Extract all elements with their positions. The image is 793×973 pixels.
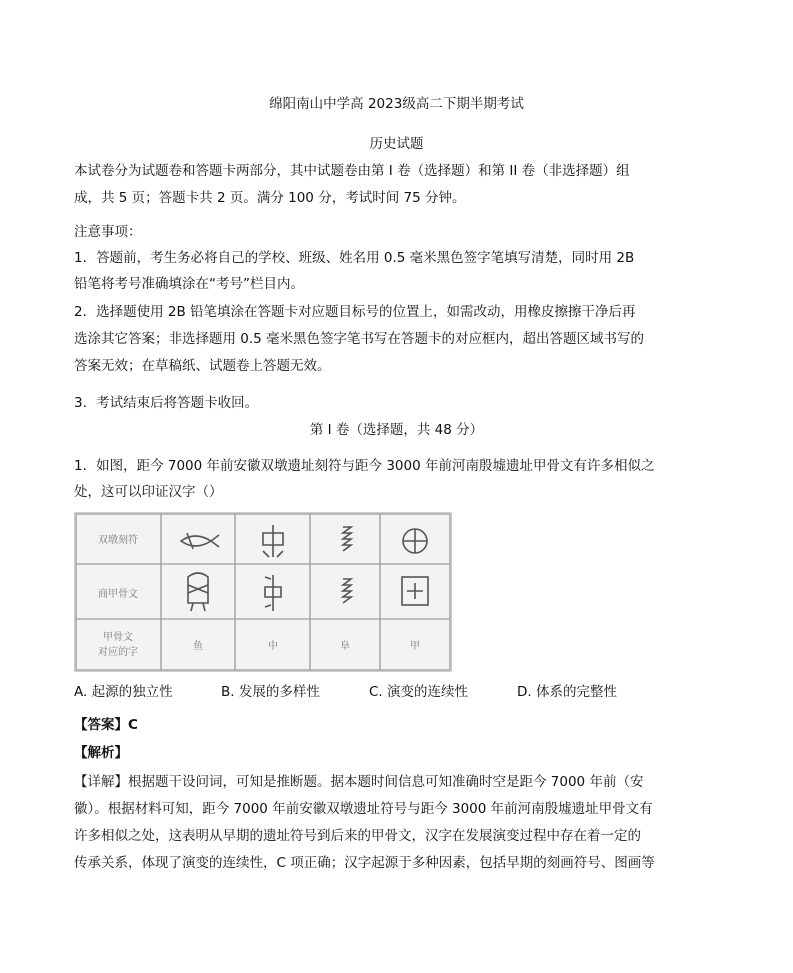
row-label-oracle: 商甲骨文	[98, 589, 138, 600]
notice-2b: 选涂其它答案；非选择题用 0.5 毫米黑色签字笔书写在答题卡的对应框内，超出答题区域书写的	[74, 331, 645, 347]
notice-1b: 铅笔将考号准确填涂在“考号”栏目内。	[74, 276, 304, 292]
notice-2c: 答案无效；在草稿纸、试题卷上答题无效。	[74, 358, 331, 374]
comparison-table-graphic	[75, 513, 451, 671]
option-a[interactable]: A. 起源的独立性	[74, 684, 173, 700]
row-label-shuangdun: 双墩刻符	[98, 535, 138, 546]
row-label-corresponding-1: 甲骨文	[103, 632, 133, 643]
notice-3: 3．考试结束后将答题卡收回。	[74, 395, 259, 411]
char-fu: 阜	[340, 641, 350, 652]
answer-tag: 【答案】C	[74, 717, 138, 733]
zhong-carving-glyph	[263, 525, 283, 557]
char-zhong: 中	[268, 641, 278, 652]
section-heading: 第 I 卷（选择题，共 48 分）	[309, 422, 484, 438]
question-1-line-2: 处，这可以印证汉字（）	[74, 484, 223, 500]
fish-oracle-glyph	[188, 573, 208, 611]
jia-carving-glyph	[403, 529, 427, 553]
char-jia: 甲	[410, 641, 420, 652]
fish-carving-glyph	[181, 533, 219, 549]
char-yu: 鱼	[193, 641, 203, 652]
intro-line-2: 成，共 5 页；答题卡共 2 页。满分 100 分，考试时间 75 分钟。	[74, 190, 466, 206]
option-c[interactable]: C. 演变的连续性	[369, 684, 469, 700]
notice-1a: 1．答题前，考生务必将自己的学校、班级、姓名用 0.5 毫米黑色签字笔填写清楚，同时用 2B	[74, 250, 635, 266]
row-label-corresponding-2: 对应的字	[98, 647, 138, 658]
intro-line-1: 本试卷分为试题卷和答题卡两部分，其中试题卷由第 I 卷（选择题）和第 II 卷（非选择题）组	[74, 163, 630, 179]
fu-oracle-glyph	[343, 579, 351, 603]
option-b[interactable]: B. 发展的多样性	[221, 684, 320, 700]
jia-oracle-glyph	[402, 577, 428, 605]
notice-label: 注意事项：	[74, 224, 142, 240]
zhong-oracle-glyph	[265, 575, 281, 611]
analysis-tag: 【解析】	[74, 745, 128, 761]
option-d[interactable]: D. 体系的完整性	[517, 684, 617, 700]
question-1-line-1: 1．如图，距今 7000 年前安徽双墩遗址刻符与距今 3000 年前河南殷墟遗址甲骨文有许多相似之	[74, 458, 655, 474]
notice-2a: 2．选择题使用 2B 铅笔填涂在答题卡对应题目标号的位置上，如需改动，用橡皮擦擦干净后再	[74, 304, 636, 320]
detail-line-2: 徽）。根据材料可知，距今 7000 年前安徽双墩遗址符号与距今 3000 年前河南殷墟遗址甲骨文有	[74, 801, 653, 817]
detail-line-3: 许多相似之处，这表明从早期的遗址符号到后来的甲骨文，汉字在发展演变过程中存在着一定的	[74, 828, 641, 844]
detail-line-1: 【详解】根据题干设问词，可知是推断题。据本题时间信息可知准确时空是距今 7000 年前（安	[74, 774, 644, 790]
exam-title: 绵阳南山中学高 2023级高二下期半期考试	[269, 96, 524, 112]
exam-subtitle: 历史试题	[369, 136, 424, 152]
detail-line-4: 传承关系，体现了演变的连续性，C 项正确；汉字起源于多种因素，包括早期的刻画符号、图画等	[74, 855, 655, 871]
script-comparison-image	[74, 512, 452, 672]
fu-carving-glyph	[343, 527, 351, 551]
